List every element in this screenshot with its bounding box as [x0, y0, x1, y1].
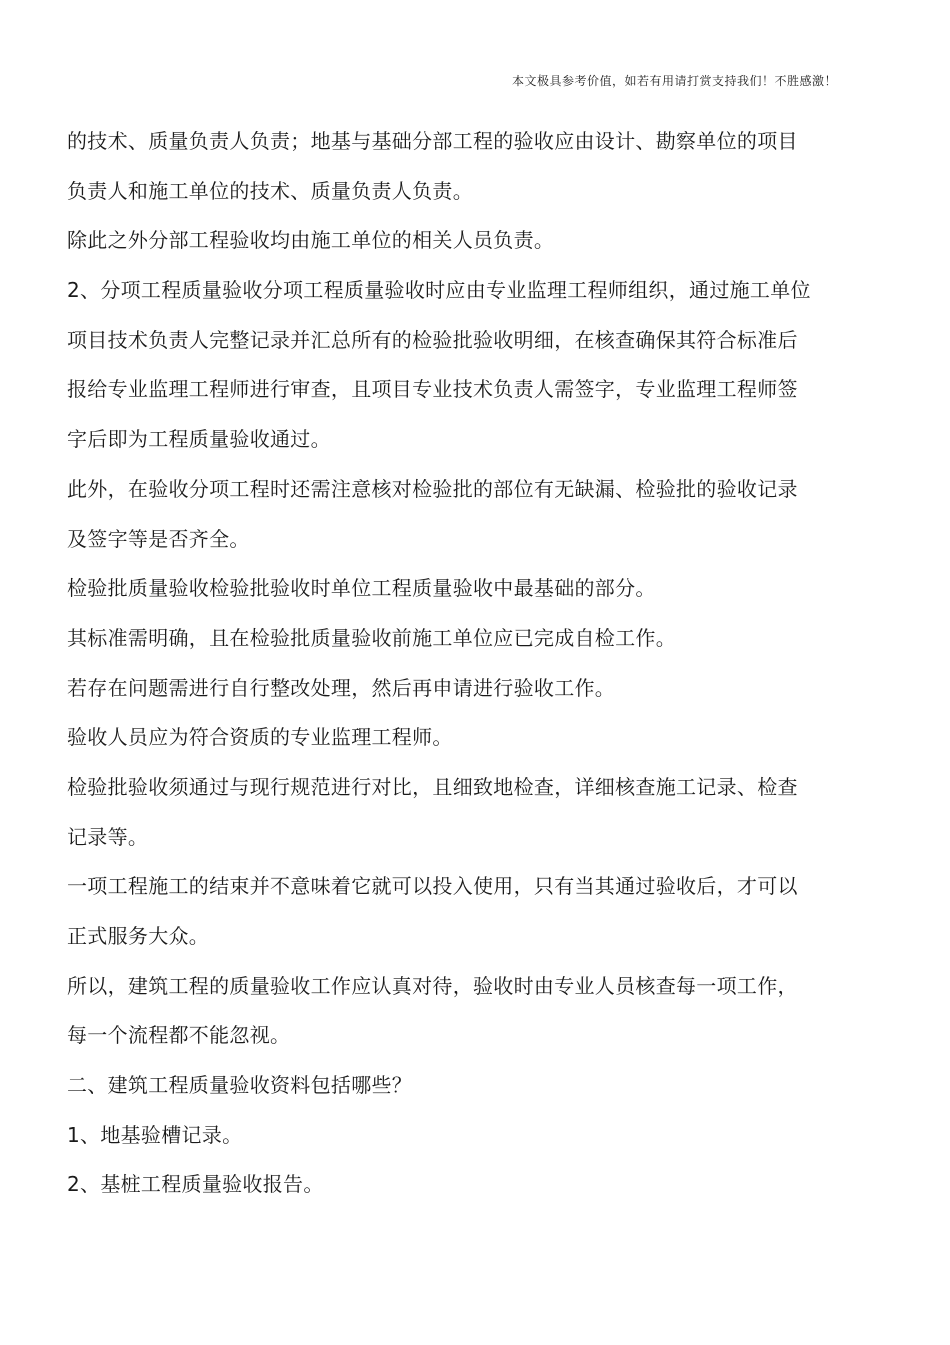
text-line: 检验批质量验收检验批验收时单位工程质量验收中最基础的部分。 — [67, 576, 656, 601]
text-line: 负责人和施工单位的技术、质量负责人负责。 — [67, 178, 473, 203]
text-line: 记录等。 — [67, 824, 149, 849]
text-line: 的技术、质量负责人负责；地基与基础分部工程的验收应由设计、勘察单位的项目 — [67, 129, 798, 153]
header-note: 本文极具参考价值，如若有用请打赏支持我们！不胜感激！ — [511, 74, 837, 88]
text-line: 其标准需明确，且在检验批质量验收前施工单位应已完成自检工作。 — [67, 625, 676, 650]
text-line: 若存在问题需进行自行整改处理，然后再申请进行验收工作。 — [67, 675, 616, 700]
text-line: 及签字等是否齐全。 — [67, 526, 250, 551]
text-line: 检验批验收须通过与现行规范进行对比，且细致地检查，详细核查施工记录、检查 — [67, 774, 798, 799]
body-text — [67, 123, 837, 1216]
text-line: 除此之外分部工程验收均由施工单位的相关人员负责。 — [67, 228, 555, 253]
text-line: 2、分项工程质量验收分项工程质量验收时应由专业监理工程师组织，通过施工单位 — [67, 278, 811, 303]
text-line: 字后即为工程质量验收通过。 — [67, 427, 331, 452]
list-item: 2、基桩工程质量验收报告。 — [67, 1172, 324, 1197]
text-line: 此外，在验收分项工程时还需注意核对检验批的部位有无缺漏、检验批的验收记录 — [67, 476, 798, 501]
section-heading: 二、建筑工程质量验收资料包括哪些？ — [67, 1073, 413, 1098]
text-line: 验收人员应为符合资质的专业监理工程师。 — [67, 725, 453, 750]
text-line: 正式服务大众。 — [67, 924, 210, 948]
list-item: 1、地基验槽记录。 — [67, 1122, 243, 1147]
text-line: 项目技术负责人完整记录并汇总所有的检验批验收明细，在核查确保其符合标准后 — [67, 327, 798, 352]
text-line: 一项工程施工的结束并不意味着它就可以投入使用，只有当其通过验收后，才可以 — [67, 874, 798, 899]
text-line: 报给专业监理工程师进行审查，且项目专业技术负责人需签字，专业监理工程师签 — [67, 377, 798, 402]
text-line: 每一个流程都不能忽视。 — [67, 1023, 291, 1048]
text-line: 所以，建筑工程的质量验收工作应认真对待，验收时由专业人员核查每一项工作， — [67, 973, 798, 998]
